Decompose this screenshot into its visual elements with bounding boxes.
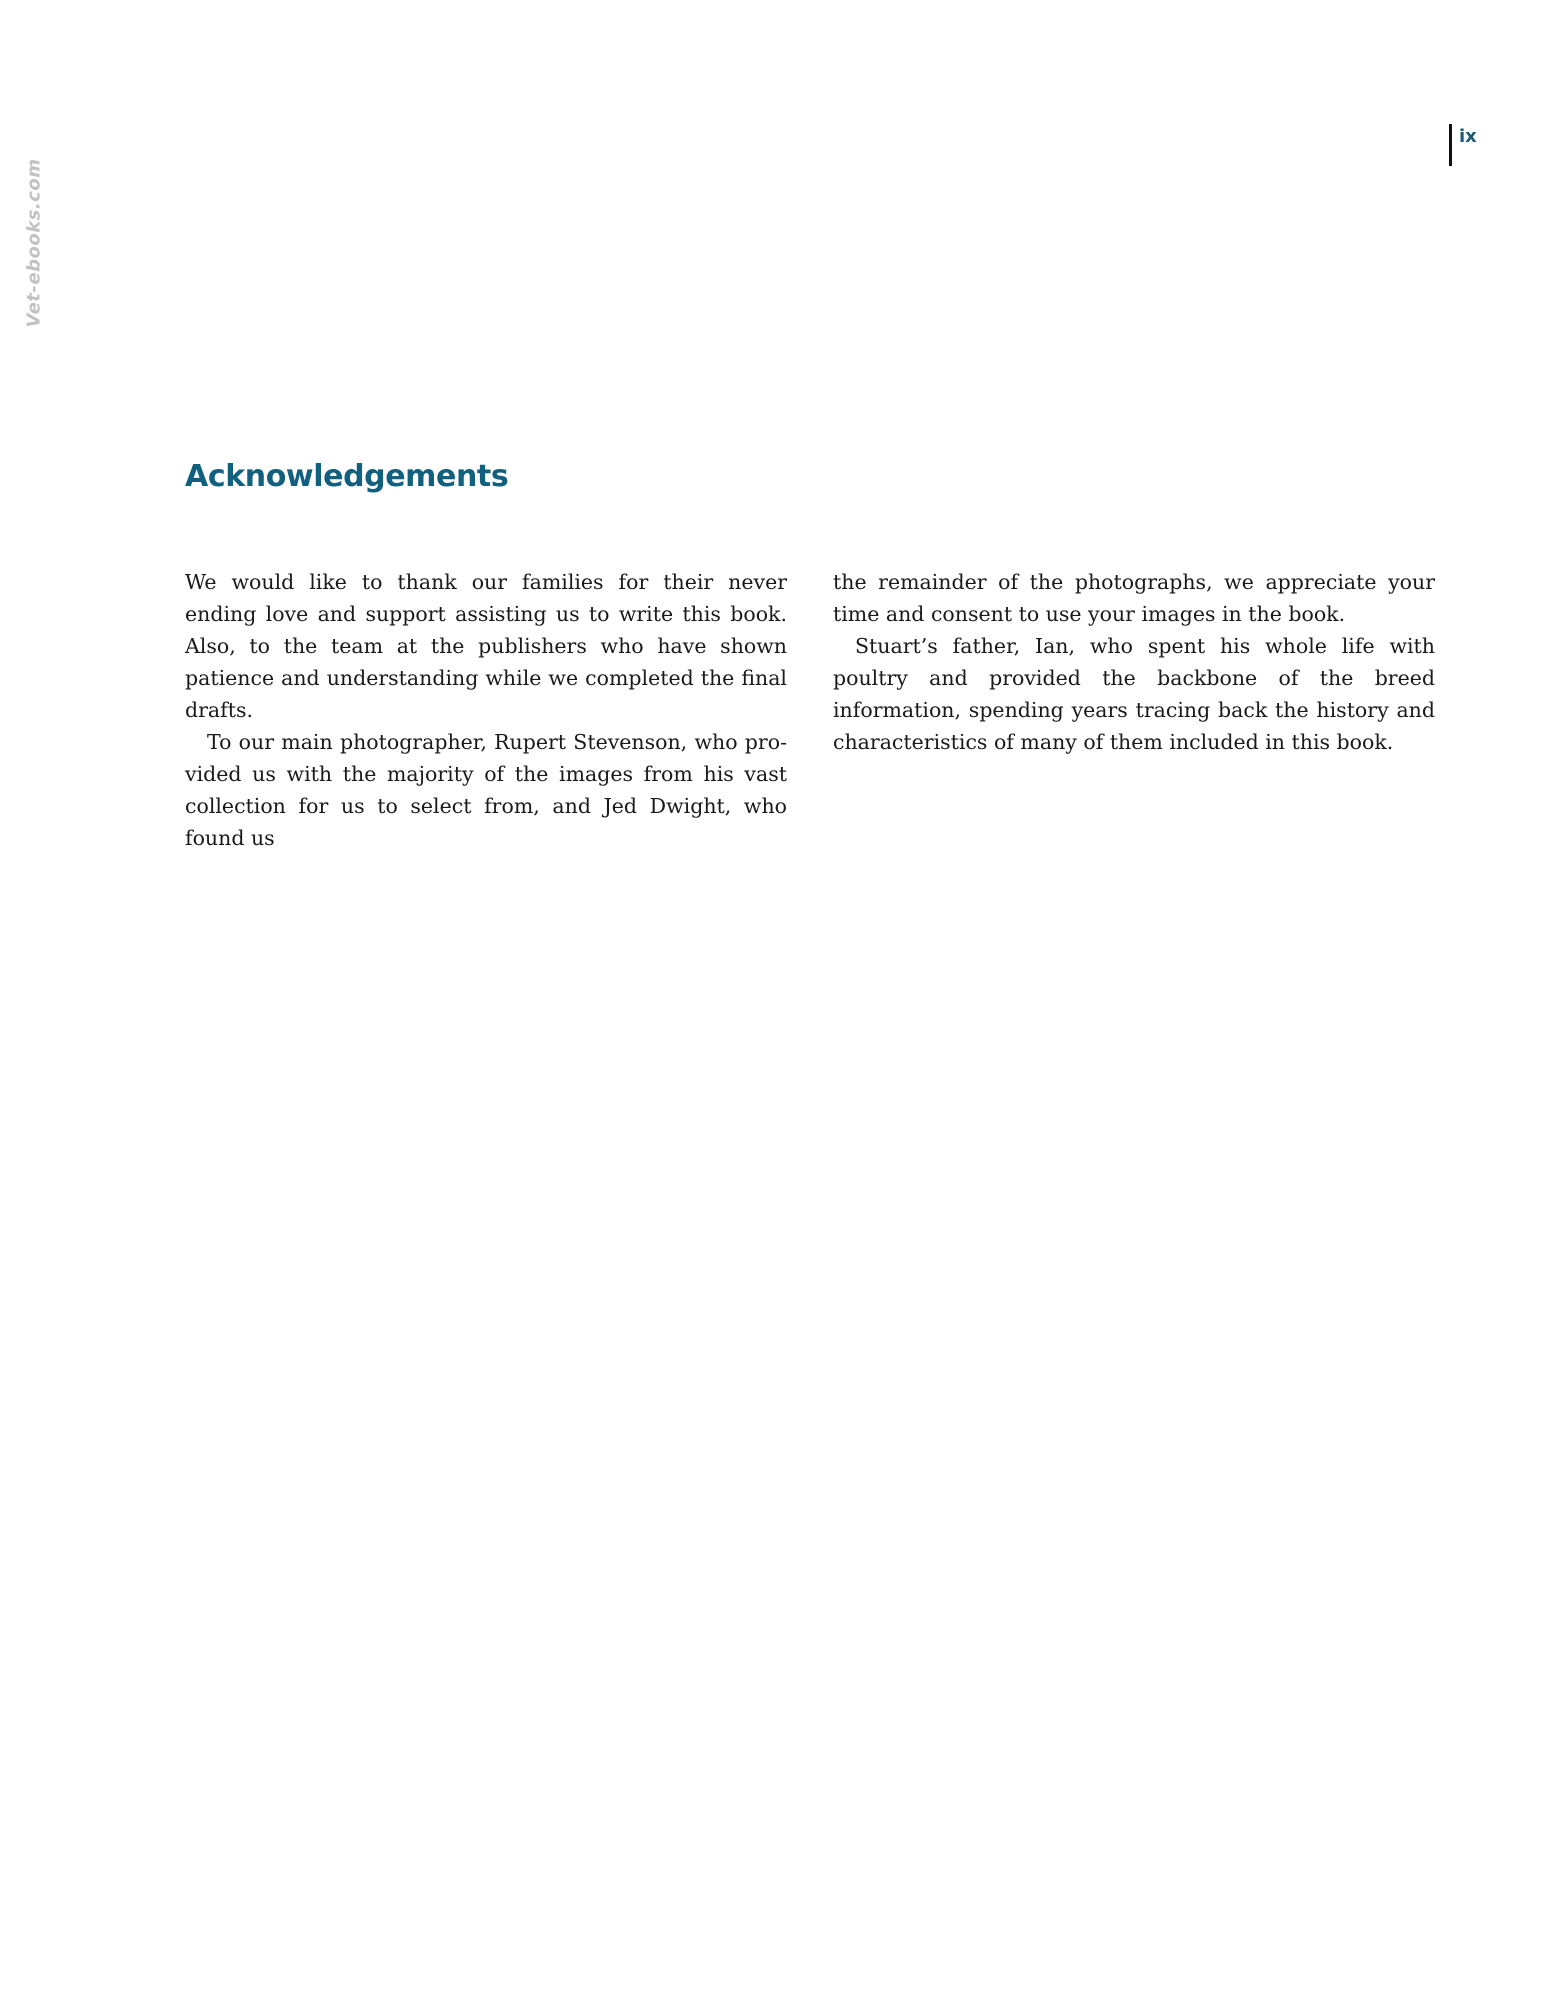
- text-column-right: [833, 566, 1435, 758]
- page-number-rule: [1449, 124, 1452, 166]
- watermark-logo: [14, 158, 54, 328]
- paragraph: To our main photographer, Rupert Stevenson, who provided us with the majority of the images from his vast collection for us to select from, and Jed Dwight, who found us: [185, 730, 787, 850]
- watermark-text: Vet-ebooks.com: [23, 158, 45, 328]
- paragraph: Stuart’s father, Ian, who spent his whole life with poultry and provided the backbone of the breed information, spending years tracing back the history and characteristics of many of them included in this book.: [833, 634, 1435, 754]
- paragraph: the remainder of the photographs, we appreciate your time and consent to use your images in the book.: [833, 570, 1435, 626]
- paragraph: We would like to thank our families for their never ending love and support assisting us to write this book. Also, to the team at the publishers who have shown patience and understanding while we completed the final drafts.: [185, 570, 787, 722]
- section-heading: Acknowledgements: [185, 459, 509, 494]
- text-column-left: [185, 566, 787, 854]
- page-number: ix: [1459, 126, 1477, 147]
